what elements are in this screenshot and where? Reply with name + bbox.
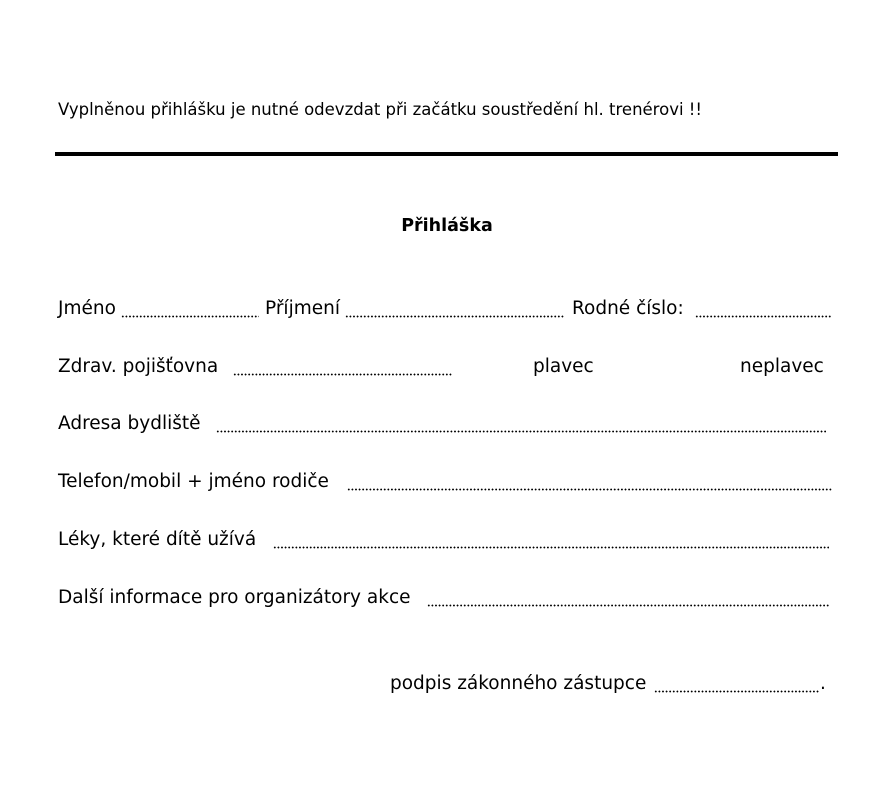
- rodne-cislo-field[interactable]: [695, 315, 832, 318]
- leky-field[interactable]: [273, 546, 829, 549]
- label-jmeno: Jméno: [58, 298, 116, 319]
- jmeno-field[interactable]: [121, 315, 259, 318]
- label-podpis: podpis zákonného zástupce: [390, 673, 647, 694]
- pojistovna-field[interactable]: [233, 373, 453, 376]
- submission-notice: Vyplněnou přihlášku je nutné odevzdat při začátku soustředění hl. trenérovi !!: [58, 100, 703, 119]
- label-adresa: Adresa bydliště: [58, 413, 201, 434]
- podpis-field[interactable]: [654, 690, 820, 693]
- label-telefon: Telefon/mobil + jméno rodiče: [58, 471, 329, 492]
- form-title: Přihláška: [401, 216, 493, 236]
- prijmeni-field[interactable]: [345, 315, 565, 318]
- label-prijmeni: Příjmení: [265, 298, 340, 319]
- label-pojistovna: Zdrav. pojišťovna: [58, 356, 219, 377]
- podpis-period: .: [820, 673, 826, 694]
- dalsi-informace-field[interactable]: [427, 604, 829, 607]
- telefon-field[interactable]: [347, 488, 833, 491]
- divider-rule: [55, 152, 838, 156]
- label-rodne-cislo: Rodné číslo:: [572, 298, 684, 319]
- label-leky: Léky, které dítě užívá: [58, 529, 257, 550]
- label-dalsi-informace: Další informace pro organizátory akce: [58, 587, 411, 608]
- option-neplavec[interactable]: neplavec: [740, 356, 824, 377]
- option-plavec[interactable]: plavec: [533, 356, 594, 377]
- adresa-field[interactable]: [216, 430, 826, 433]
